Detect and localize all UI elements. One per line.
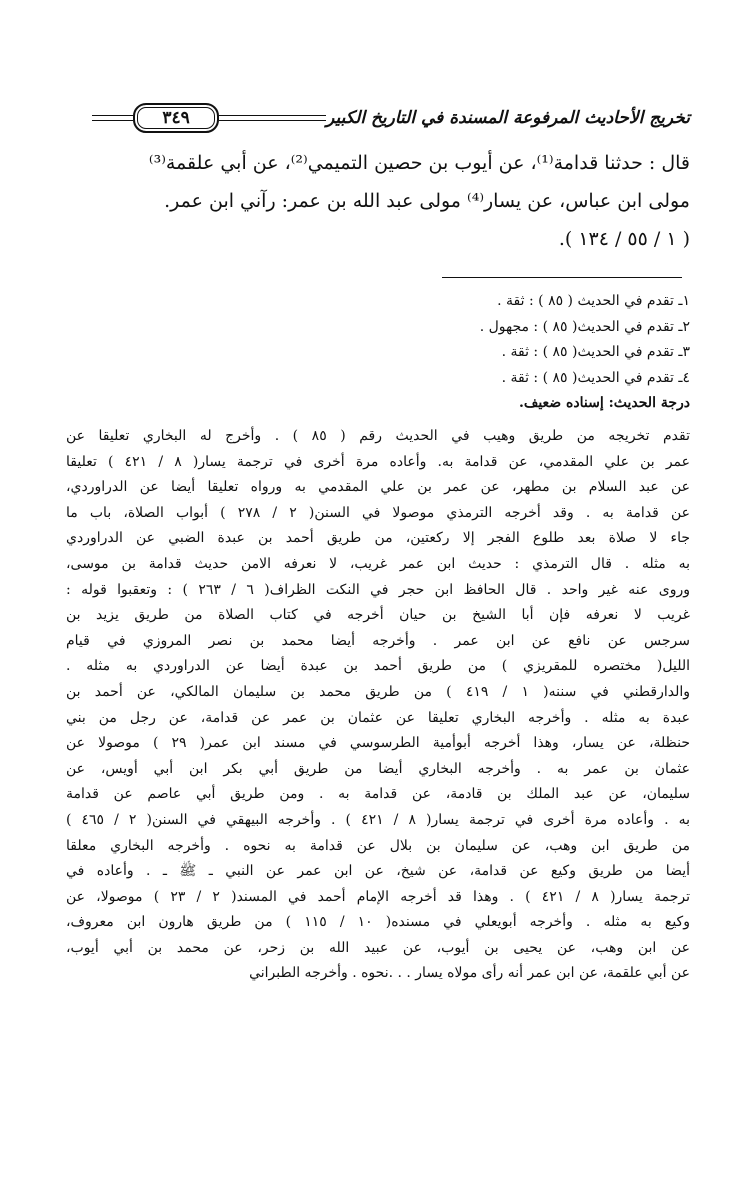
- page-header: [92, 100, 690, 136]
- footnote-4: ٤ـ تقدم في الحديث( ٨٥ ) : ثقة .: [501, 369, 690, 386]
- commentary-line: أيضا من طريق وكيع عن قدامة، عن شيخ، عن ابن عمر عن النبي ـ ﷺ ـ . وأعاده في: [66, 863, 690, 880]
- hadith-line-1: قال : حدثنا قدامة⁽¹⁾، عن أيوب بن حصين التميمي⁽²⁾، عن أبي علقمة⁽³⁾: [148, 152, 690, 174]
- commentary-line: عمر بن علي المقدمي، عن قدامة به. وأعاده مرة أخرى في ترجمة يسار( ٨ / ٤٢١ ) تعليقا: [66, 453, 690, 470]
- commentary-line: عبدة به مثله . وأخرجه البخاري تعليقا عن عثمان بن عمر عن قدامة، عن رجل من بني: [66, 709, 690, 726]
- commentary-line: عن ابن وهب، عن يحيى بن أيوب، عن عبيد الله بن زحر، عن محمد بن أبي أيوب،: [66, 939, 690, 956]
- commentary-line: عن أبي علقمة، عن ابن عمر أنه رأى مولاه يسار . . .نحوه . وأخرجه الطبراني: [249, 965, 690, 982]
- page-number: ٣٤٩: [162, 108, 190, 128]
- header-rule-left: [92, 115, 133, 121]
- commentary-line: عن قدامة به . وقد أخرجه الترمذي موصولا في السنن( ٢ / ٢٧٨ ) أبواب الصلاة، باب ما: [66, 504, 690, 521]
- commentary-line: به . وأعاده مرة أخرى في ترجمة يسار( ٨ / ٤٢١ ) . وأخرجه البيهقي في السنن( ٢ / ٤٦٥ ): [66, 811, 690, 828]
- hadith-line-2: مولى ابن عباس، عن يسار⁽⁴⁾ مولى عبد الله بن عمر: رآني ابن عمر.: [164, 190, 690, 212]
- running-title: تخريج الأحاديث المرفوعة المسندة في التاريخ الكبير: [326, 108, 690, 128]
- footnote-3: ٣ـ تقدم في الحديث( ٨٥ ) : ثقة .: [501, 344, 690, 360]
- commentary-line: عن عبد السلام بن مطهر، عن عمر بن علي المقدمي به ورواه تعليقا أيضا عن الدراوردي،: [66, 479, 690, 496]
- footnote-1: ١ـ تقدم في الحديث ( ٨٥ ) : ثقة .: [497, 293, 690, 309]
- commentary-line: والدارقطني في سننه( ١ / ٤١٩ ) من طريق محمد بن سليمان المالكي، عن أحمد بن: [66, 683, 690, 700]
- commentary-line: ترجمة يسار( ٨ / ٤٢١ ) . وهذا قد أخرجه الإمام أحمد في المسند( ٢ / ٢٣ ) موصولا، عن: [66, 888, 690, 905]
- takhrij-commentary: [66, 424, 690, 987]
- hadith-text: [92, 144, 690, 258]
- footnote-2: ٢ـ تقدم في الحديث( ٨٥ ) : مجهول .: [479, 318, 690, 335]
- page-number-badge: [133, 103, 219, 133]
- hadith-grade: درجة الحديث: إسناده ضعيف.: [518, 395, 690, 411]
- footnote-divider: [442, 277, 682, 278]
- commentary-line: حنظلة، عن يسار، وهذا أخرجه أبوأمية الطرسوسي في مسند ابن عمر( ٢٩ ) موصولا عن: [66, 735, 690, 752]
- hadith-line-3: ( ١ / ٥٥ / ١٣٤ ).: [558, 228, 690, 250]
- commentary-line: به مثله . قال الترمذي : حديث ابن عمر غريب، لا نعرفه الامن حديث قدامة بن موسى،: [66, 555, 690, 572]
- footnotes: [90, 289, 690, 391]
- commentary-line: جاء لا صلاة بعد طلوع الفجر إلا ركعتين، من طريق أحمد بن عبدة الضبي عن الدراوردي: [66, 530, 690, 547]
- commentary-line: الليل( مختصره للمقريزي ) من طريق أحمد بن عبدة أيضا عن الدراوردي به مثله .: [66, 658, 690, 675]
- commentary-line: سليمان، عن عبد الملك بن قادمة، عن قدامة به . ومن طريق أبي عاصم عن قدامة: [66, 786, 690, 803]
- commentary-line: تقدم تخريجه من طريق وهيب في الحديث رقم ( ٨٥ ) . وأخرج له البخاري تعليقا عن: [66, 428, 690, 444]
- commentary-line: من طريق ابن وهب، عن سليمان بن بلال عن قدامة به نحوه . وأخرجه البخاري معلقا: [66, 837, 690, 854]
- commentary-line: غريب لا نعرفه فإن أبا الشيخ بن حيان أخرجه في كتاب الصلاة من طريق يزيد بن: [66, 607, 690, 624]
- commentary-line: عثمان بن عمر به . وأخرجه البخاري أيضا من طريق أبي بكر ابن أبي أويس، عن: [66, 760, 690, 777]
- header-rule-middle: [219, 115, 326, 121]
- commentary-line: وروى عنه غير واحد . قال الحافظ ابن حجر في النكت الظراف( ٦ / ٢٦٣ ) : وتعقبوا قوله :: [66, 581, 690, 598]
- commentary-line: وكيع به مثله . وأخرجه أبويعلي في مسنده( ١٠ / ١١٥ ) من طريق هارون ابن معروف،: [66, 914, 690, 931]
- commentary-line: سرجس عن نافع عن ابن عمر . وأخرجه أيضا محمد بن نصر المروزي في قيام: [66, 632, 690, 649]
